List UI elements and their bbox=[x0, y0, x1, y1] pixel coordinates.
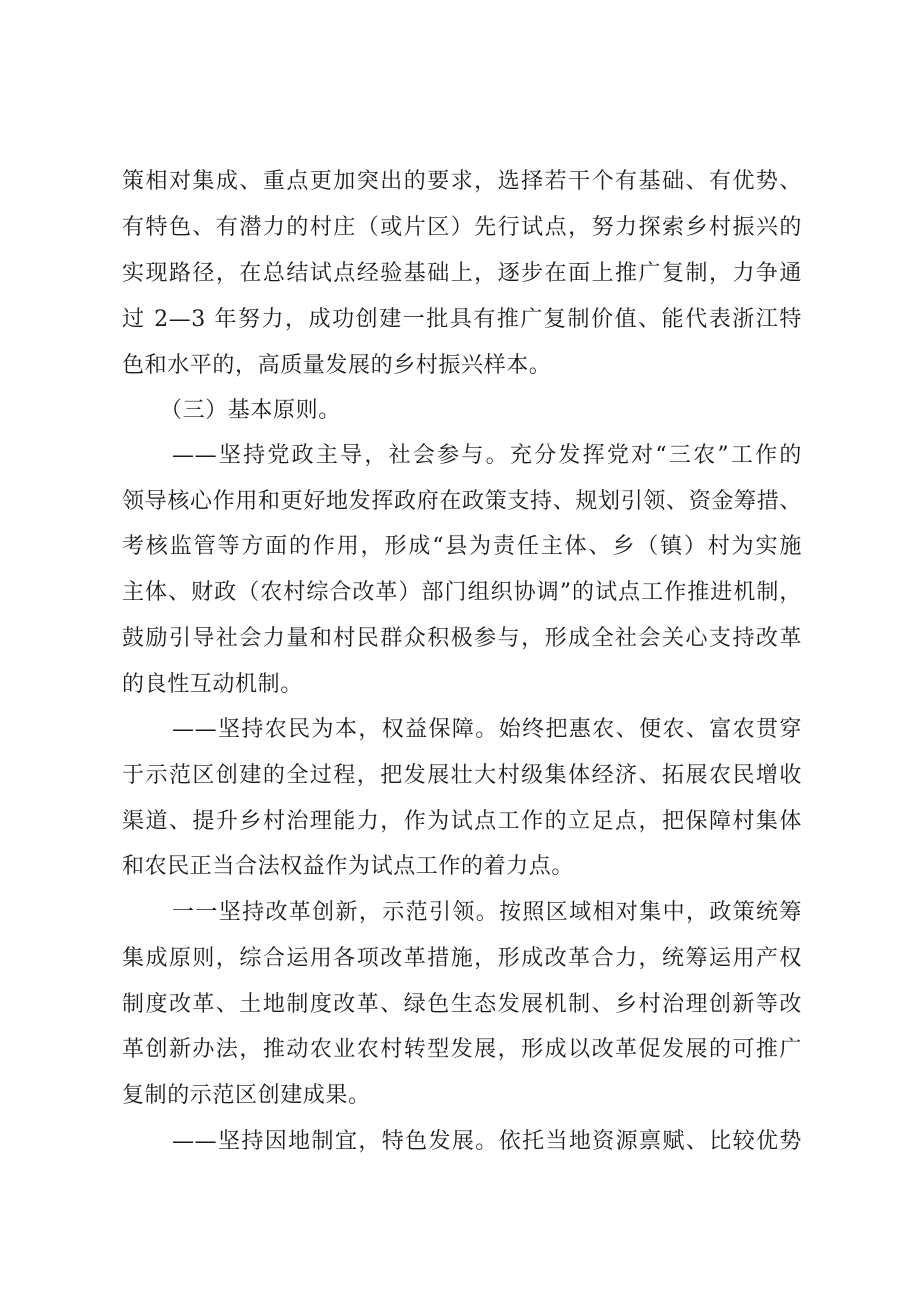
paragraph-line: 领导核心作用和更好地发挥政府在政策支持、规划引领、资金筹措、 bbox=[122, 489, 802, 514]
paragraph-line: 的良性互动机制。 bbox=[122, 672, 303, 697]
paragraph-line: 集成原则，综合运用各项改革措施，形成改革合力，统筹运用产权 bbox=[122, 946, 802, 971]
paragraph-line: 有特色、有潜力的村庄（或片区）先行试点，努力探索乡村振兴的 bbox=[122, 215, 802, 240]
paragraph-line: ——坚持党政主导，社会参与。充分发挥党对“三农”工作的 bbox=[172, 443, 802, 468]
paragraph-line: 渠道、提升乡村治理能力，作为试点工作的立足点，把保障村集体 bbox=[122, 809, 802, 834]
paragraph-line: 实现路径，在总结试点经验基础上，逐步在面上推广复制，力争通 bbox=[122, 261, 802, 286]
paragraph-line: 复制的示范区创建成果。 bbox=[122, 1083, 371, 1108]
paragraph-line: ——坚持农民为本，权益保障。始终把惠农、便农、富农贯穿 bbox=[172, 717, 802, 742]
paragraph-line: 和农民正当合法权益作为试点工作的着力点。 bbox=[122, 854, 575, 879]
section-heading: （三）基本原则。 bbox=[160, 398, 341, 423]
paragraph-line: 策相对集成、重点更加突出的要求，选择若干个有基础、有优势、 bbox=[122, 169, 802, 194]
paragraph-line: 革创新办法，推动农业农村转型发展，形成以改革促发展的可推广 bbox=[122, 1037, 802, 1062]
paragraph-line: 鼓励引导社会力量和村民群众积极参与，形成全社会关心支持改革 bbox=[122, 626, 802, 651]
paragraph-line: 主体、财政（农村综合改革）部门组织协调”的试点工作推进机制， bbox=[122, 580, 802, 605]
paragraph-line: 一一坚持改革创新，示范引领。按照区域相对集中，政策统筹 bbox=[172, 900, 802, 925]
paragraph-line: 考核监管等方面的作用，形成“县为责任主体、乡（镇）村为实施 bbox=[122, 534, 802, 559]
paragraph-line: 色和水平的，高质量发展的乡村振兴样本。 bbox=[122, 353, 552, 378]
paragraph-line: 制度改革、土地制度改革、绿色生态发展机制、乡村治理创新等改 bbox=[122, 992, 802, 1017]
paragraph-line: ——坚持因地制宜，特色发展。依托当地资源禀赋、比较优势 bbox=[172, 1129, 802, 1154]
paragraph-line: 过 2—3 年努力，成功创建一批具有推广复制价值、能代表浙江特 bbox=[122, 307, 802, 332]
paragraph-line: 于示范区创建的全过程，把发展壮大村级集体经济、拓展农民增收 bbox=[122, 763, 802, 788]
